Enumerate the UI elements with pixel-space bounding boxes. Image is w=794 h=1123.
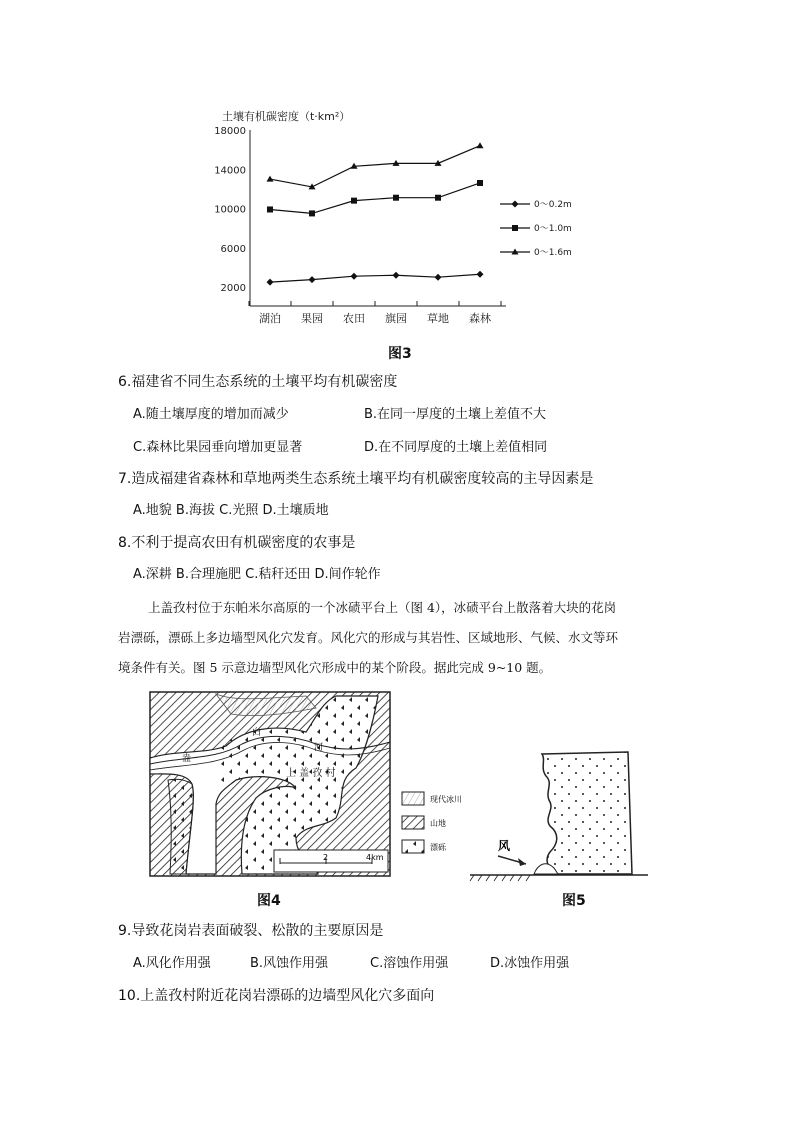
data-point-0	[435, 274, 442, 281]
q6-option-d[interactable]: D.在不同厚度的土壤上差值相同	[364, 440, 548, 455]
figure-5-diagram	[468, 748, 650, 884]
q9-option-a[interactable]: A.风化作用强	[133, 956, 211, 971]
x-tick-label: 旗园	[385, 312, 407, 325]
scale-label-2: 2	[323, 853, 329, 862]
legend-boulder-label: 漂砾	[430, 843, 446, 852]
fig5-caption: 图5	[562, 893, 586, 909]
x-tick-label: 森林	[469, 312, 491, 325]
fig3-caption: 图3	[388, 346, 412, 362]
wind-label: 风	[498, 839, 511, 853]
data-point-1	[351, 198, 357, 204]
x-tick-label: 湖泊	[259, 312, 281, 325]
data-point-2	[477, 142, 484, 148]
q6-option-b[interactable]: B.在同一厚度的土壤上差值不大	[364, 407, 547, 422]
q6-option-c[interactable]: C.森林比果园垂向增加更显著	[133, 440, 303, 455]
series-line-2	[270, 146, 480, 187]
q9-option-b[interactable]: B.风蚀作用强	[250, 956, 329, 971]
q6-stem: 6.福建省不同生态系统的土壤平均有机碳密度	[118, 374, 398, 390]
series-line-1	[270, 183, 480, 213]
q7-options[interactable]: A.地貌 B.海拔 C.光照 D.土壤质地	[133, 503, 329, 518]
figure-3-chart	[200, 100, 600, 332]
x-tick-label: 农田	[343, 312, 365, 325]
data-point-1	[435, 195, 441, 201]
legend-label: 0～1.0m	[534, 224, 572, 234]
fig4-caption: 图4	[257, 893, 281, 909]
map-label-river-1: 盎	[182, 754, 192, 764]
legend-marker	[512, 225, 518, 231]
legend-marker	[512, 201, 519, 208]
x-tick-label: 草地	[427, 312, 449, 325]
legend-label: 0～0.2m	[534, 200, 572, 210]
figure-4-map	[146, 688, 462, 888]
q8-stem: 8.不利于提高农田有机碳密度的农事是	[118, 535, 356, 551]
scale-label-4: 4km	[366, 853, 384, 862]
map-label-village: 上 盖 孜 村	[286, 768, 336, 779]
q9-option-c[interactable]: C.溶蚀作用强	[370, 956, 449, 971]
y-tick-label: 6000	[220, 243, 246, 255]
legend-mountain-label: 山地	[430, 819, 446, 828]
data-point-0	[351, 273, 358, 280]
legend-boulder-swatch	[402, 840, 424, 853]
data-point-0	[393, 272, 400, 279]
legend-glacier-swatch	[402, 792, 424, 805]
map-label-river-2: 白	[252, 728, 262, 738]
passage-line-3: 境条件有关。图 5 示意边墙型风化穴形成中的某个阶段。据此完成 9~10 题。	[118, 660, 552, 675]
data-point-0	[309, 276, 316, 283]
data-point-1	[309, 210, 315, 216]
y-tick-label: 2000	[220, 283, 246, 294]
data-point-0	[267, 279, 274, 286]
chart-title: 土壤有机碳密度（t·km²）	[222, 110, 351, 123]
q7-stem: 7.造成福建省森林和草地两类生态系统土壤平均有机碳密度较高的主导因素是	[118, 471, 594, 487]
data-point-2	[267, 176, 274, 182]
series-line-0	[270, 274, 480, 282]
data-point-1	[393, 195, 399, 201]
legend-mountain-swatch	[402, 816, 424, 829]
ground-hatching	[470, 875, 530, 881]
wind-arrow-head	[518, 858, 526, 866]
passage-line-2: 岩漂砾，漂砾上多边墙型风化穴发育。风化穴的形成与其岩性、区域地形、气候、水文等环	[118, 630, 619, 645]
q9-option-d[interactable]: D.冰蚀作用强	[490, 956, 570, 971]
boulder	[542, 752, 632, 874]
legend-glacier-label: 现代冰川	[430, 795, 462, 804]
map-label-river-3: 河	[314, 743, 324, 753]
y-tick-label: 10000	[214, 204, 246, 216]
q9-stem: 9.导致花岗岩表面破裂、松散的主要原因是	[118, 923, 384, 939]
data-point-0	[477, 271, 484, 278]
data-point-1	[267, 206, 273, 212]
passage-line-1: 上盖孜村位于东帕米尔高原的一个冰碛平台上（图 4），冰碛平台上散落着大块的花岗	[148, 600, 617, 615]
legend-label: 0～1.6m	[534, 248, 572, 258]
x-tick-label: 果园	[301, 312, 323, 325]
data-point-1	[477, 180, 483, 186]
y-tick-label: 14000	[214, 165, 246, 177]
y-tick-label: 18000	[214, 126, 246, 137]
q8-options[interactable]: A.深耕 B.合理施肥 C.秸秆还田 D.间作轮作	[133, 567, 381, 582]
q10-stem: 10.上盖孜村附近花岗岩漂砾的边墙型风化穴多面向	[118, 988, 435, 1004]
q6-option-a[interactable]: A.随土壤厚度的增加而减少	[133, 407, 289, 422]
